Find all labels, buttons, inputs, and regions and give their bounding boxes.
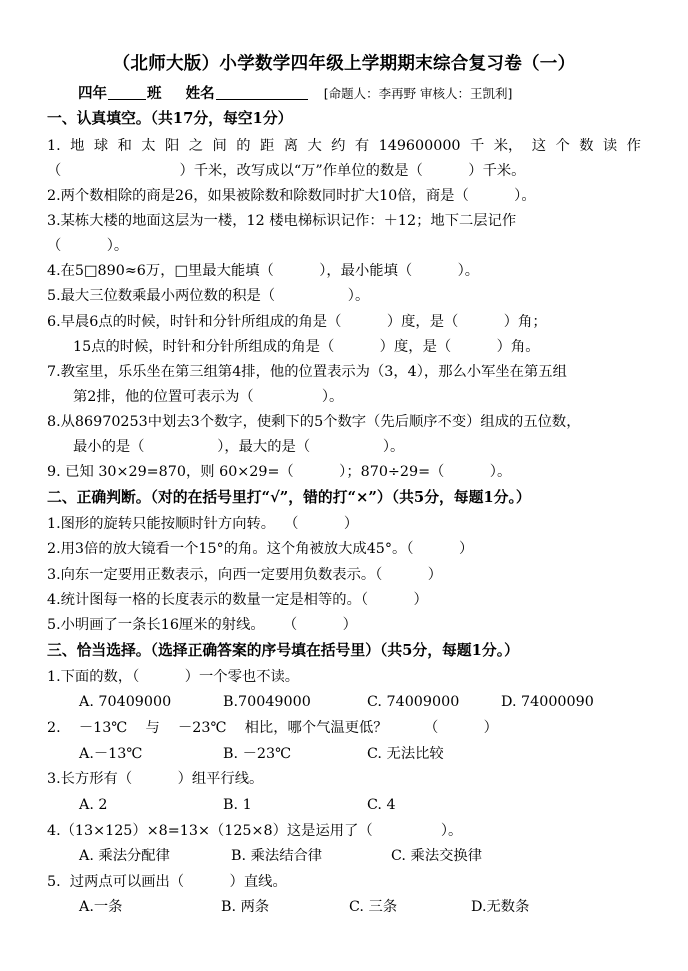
q6-line2: 15点的时候，时针和分针所组成的角是（ ）度，是（ ）角。 <box>73 339 540 355</box>
choice-q1: 1.下面的数，（ ）一个零也不读。 <box>47 669 300 685</box>
option-b[interactable]: B. 两条 <box>221 899 270 915</box>
q1-char: 距 <box>259 138 275 154</box>
q7-line1: 7.教室里，乐乐坐在第三组第4排，他的位置表示为（3，4），那么小军坐在第五组 <box>47 364 567 380</box>
q9: 9. 已知 30×29=870，则 60×29=（ ）；870÷29=（ ）。 <box>47 464 512 480</box>
q1-char: 这 <box>531 138 547 154</box>
choice-q2: 2. －13℃ 与 －23℃ 相比，哪个气温更低？ （ ） <box>47 720 498 736</box>
q1-char: 个 <box>555 138 570 154</box>
option-b[interactable]: B. 乘法结合律 <box>231 848 323 864</box>
q1-char: 的 <box>236 138 251 154</box>
q2: 2.两个数相除的商是26，如果被除数和除数同时扩大10倍，商是（ ）。 <box>47 188 536 204</box>
option-a[interactable]: A.一条 <box>79 899 123 915</box>
q1-line2: （ ）千米，改写成以“万”作单位的数是（ ）千米。 <box>47 163 526 179</box>
option-c[interactable]: C. 乘法交换律 <box>391 848 483 864</box>
option-a[interactable]: A. 2 <box>79 797 108 813</box>
choice-q3: 3.长方形有（ ）组平行线。 <box>47 771 264 787</box>
option-d[interactable]: D.无数条 <box>471 899 530 915</box>
q8-line2: 最小的是（ ），最大的是（ ）。 <box>73 439 405 455</box>
option-b[interactable]: B.70049000 <box>223 694 311 710</box>
q1-char: 太 <box>141 138 156 154</box>
q1-char: 约 <box>331 138 346 154</box>
class-label: 班 <box>147 85 162 102</box>
student-info-line <box>78 82 512 103</box>
q1-char: 之 <box>188 138 204 154</box>
q1-char: 球 <box>93 138 109 154</box>
section3-heading: 三、恰当选择。（选择正确答案的序号填在括号里）（共5分，每题1分。） <box>47 642 519 659</box>
q3-line1: 3.某栋大楼的地面这层为一楼，12 楼电梯标识记作：＋12；地下二层记作 <box>47 213 517 229</box>
q1-char: 间 <box>212 138 227 154</box>
q1-char: 离 <box>283 138 298 154</box>
q1-char: 读 <box>602 138 618 154</box>
judge-item-4: 4.统计图每一格的长度表示的数量一定是相等的。（ ） <box>47 592 428 608</box>
section1-heading: 一、认真填空。（共17分，每空1分） <box>47 110 293 127</box>
judge-item-3: 3.向东一定要用正数表示，向西一定要用负数表示。（ ） <box>47 567 443 583</box>
q1-char: 和 <box>117 138 132 154</box>
choice-q5: 5. 过两点可以画出（ ）直线。 <box>47 874 287 890</box>
option-a[interactable]: A.－13℃ <box>79 746 143 762</box>
q1-line1 <box>47 137 641 155</box>
q1-char: 地 <box>70 138 85 154</box>
judge-item-2: 2.用3倍的放大镜看一个15°的角。这个角被放大成45°。（ ） <box>47 541 474 557</box>
q1-char: 千 <box>469 138 485 154</box>
option-a[interactable]: A. 乘法分配律 <box>79 848 170 864</box>
option-b[interactable]: B. －23℃ <box>223 746 292 762</box>
class-blank[interactable] <box>108 85 146 100</box>
q1-char: 作 <box>626 138 641 154</box>
judge-item-5: 5.小明画了一条长16厘米的射线。 （ ） <box>47 617 357 633</box>
name-blank[interactable] <box>216 85 308 100</box>
q4: 4.在5□890≈6万，□里最大能填（ ），最小能填（ ）。 <box>47 263 480 279</box>
q1-char: 1. <box>47 138 61 154</box>
q1-char: 数 <box>579 138 594 154</box>
option-c[interactable]: C. 三条 <box>349 899 398 915</box>
q1-char: 有 <box>354 138 370 154</box>
option-c[interactable]: C. 无法比较 <box>367 746 444 762</box>
q1-char: 米， <box>493 138 523 154</box>
q6-line1: 6.早晨6点的时候，时针和分针所组成的角是（ ）度，是（ ）角； <box>47 314 547 330</box>
choice-q4: 4.（13×125）×8=13×（125×8）这是运用了（ ）。 <box>47 823 463 839</box>
author-credit: [命题人：李再野 审核人：王凯利] <box>323 86 513 101</box>
q1-char: 149600000 <box>378 138 461 154</box>
section2-heading: 二、正确判断。（对的在括号里打“√”，错的打“×”）（共5分，每题1分。） <box>47 489 531 506</box>
q3-line2: （ ）。 <box>47 238 129 254</box>
option-d[interactable]: D. 74000090 <box>501 694 594 710</box>
option-a[interactable]: A. 70409000 <box>79 694 172 710</box>
q7-line2: 第2排，他的位置可表示为（ ）。 <box>73 389 344 405</box>
name-label: 姓名 <box>185 85 215 102</box>
q1-char: 阳 <box>165 138 180 154</box>
option-c[interactable]: C. 4 <box>367 797 396 813</box>
q1-char: 大 <box>307 138 322 154</box>
judge-item-1: 1.图形的旋转只能按顺时针方向转。 （ ） <box>47 516 359 532</box>
option-b[interactable]: B. 1 <box>223 797 252 813</box>
q5: 5.最大三位数乘最小两位数的积是（ ）。 <box>47 288 370 304</box>
option-c[interactable]: C. 74009000 <box>367 694 460 710</box>
grade-label: 四年 <box>78 85 107 102</box>
page-title: （北师大版）小学数学四年级上学期期末综合复习卷（一） <box>112 54 576 74</box>
q8-line1: 8.从86970253中划去3个数字，使剩下的5个数字（先后顺序不变）组成的五位数， <box>47 414 581 430</box>
